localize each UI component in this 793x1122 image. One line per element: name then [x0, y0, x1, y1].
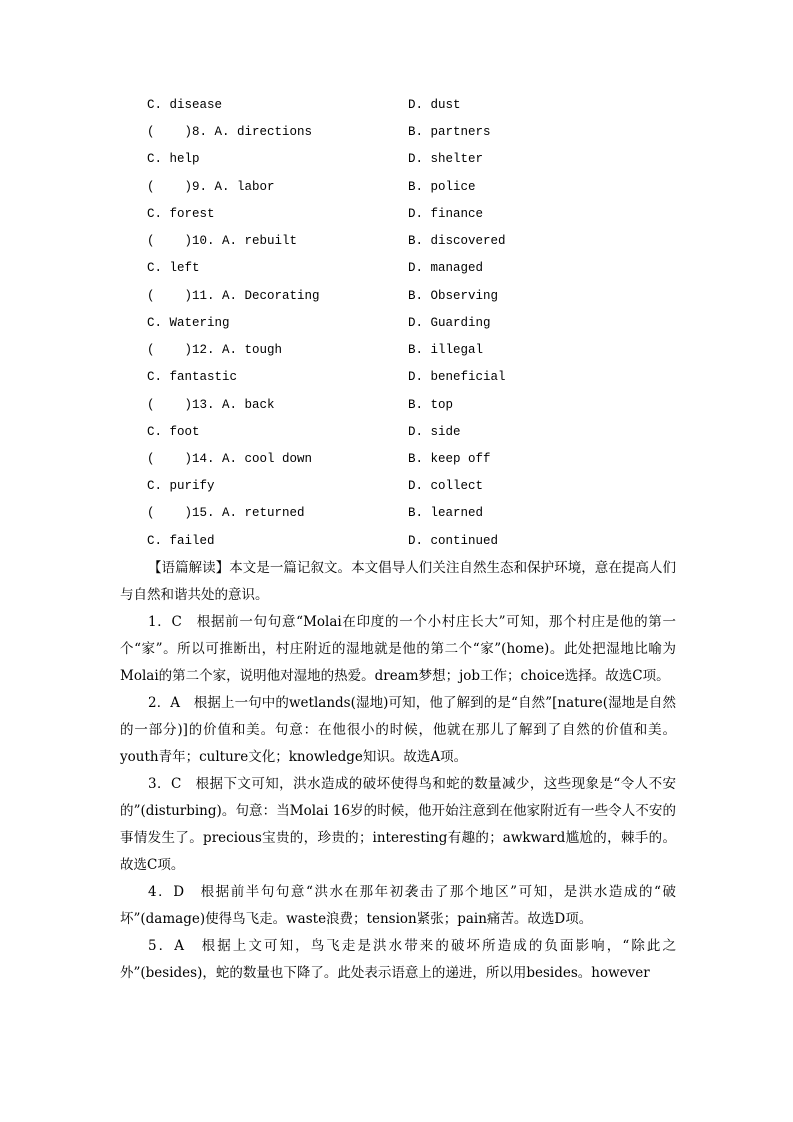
- option-row: [147, 150, 667, 168]
- option-left: C. failed: [147, 534, 215, 548]
- option-right: D. Guarding: [408, 316, 491, 330]
- option-left: C. fantastic: [147, 370, 238, 384]
- option-row: [147, 504, 667, 522]
- option-right: B. illegal: [408, 343, 484, 357]
- option-row: [147, 477, 667, 495]
- analysis-item-2: 2．A 根据上一句中的wetlands(湿地)可知，他了解到的是“自然”[nature(湿地是自然的一部分)]的价值和美。句意：在他很小的时候，他就在那儿了解到了自然的价值和美。youth青年；culture文化；knowledge知识。故选A项。: [120, 695, 676, 765]
- analysis-section: [120, 555, 676, 987]
- option-left: C. foot: [147, 425, 200, 439]
- option-row: [147, 341, 667, 359]
- option-right: B. learned: [408, 506, 484, 520]
- analysis-item-5: 5．A 根据上文可知，鸟飞走是洪水带来的破坏所造成的负面影响，“除此之外”(besides)，蛇的数量也下降了。此处表示语意上的递进，所以用besides。however: [120, 938, 676, 981]
- option-right: D. managed: [408, 261, 484, 275]
- option-right: D. shelter: [408, 152, 484, 166]
- option-left: ( )8. A. directions: [147, 125, 313, 139]
- option-left: ( )15. A. returned: [147, 506, 305, 520]
- option-right: B. top: [408, 398, 454, 412]
- option-left: C. left: [147, 261, 200, 275]
- option-right: D. side: [408, 425, 461, 439]
- option-left: ( )11. A. Decorating: [147, 289, 320, 303]
- option-right: B. police: [408, 180, 476, 194]
- option-right: D. continued: [408, 534, 499, 548]
- option-left: ( )9. A. labor: [147, 180, 275, 194]
- option-row: [147, 232, 667, 250]
- option-right: D. finance: [408, 207, 484, 221]
- option-left: C. forest: [147, 207, 215, 221]
- option-right: B. partners: [408, 125, 491, 139]
- option-left: C. purify: [147, 479, 215, 493]
- option-right: D. beneficial: [408, 370, 506, 384]
- option-row: [147, 314, 667, 332]
- option-left: ( )13. A. back: [147, 398, 275, 412]
- option-right: D. collect: [408, 479, 484, 493]
- option-right: D. dust: [408, 98, 461, 112]
- option-row: [147, 96, 667, 114]
- option-left: C. disease: [147, 98, 223, 112]
- option-row: [147, 532, 667, 550]
- option-left: ( )12. A. tough: [147, 343, 283, 357]
- option-row: [147, 287, 667, 305]
- analysis-intro: 【语篇解读】本文是一篇记叙文。本文倡导人们关注自然生态和保护环境，意在提高人们与自然和谐共处的意识。: [120, 560, 676, 603]
- option-left: ( )10. A. rebuilt: [147, 234, 298, 248]
- analysis-item-4: 4．D 根据前半句句意“洪水在那年初袭击了那个地区”可知，是洪水造成的“破坏”(damage)使得鸟飞走。waste浪费；tension紧张；pain痛苦。故选D项。: [120, 884, 676, 927]
- analysis-item-3: 3．C 根据下文可知，洪水造成的破坏使得鸟和蛇的数量减少，这些现象是“令人不安的”(disturbing)。句意：当Molai 16岁的时候，他开始注意到在他家附近有一些令人不安的事情发生了。precious宝贵的，珍贵的；interesting有趣的；awkward尴尬的，棘手的。故选C项。: [120, 776, 676, 873]
- option-row: [147, 423, 667, 441]
- option-row: [147, 450, 667, 468]
- option-left: C. help: [147, 152, 200, 166]
- option-right: B. discovered: [408, 234, 506, 248]
- analysis-item-1: 1．C 根据前一句句意“Molai在印度的一个小村庄长大”可知，那个村庄是他的第一个“家”。所以可推断出，村庄附近的湿地就是他的第二个“家”(home)。此处把湿地比喻为Molai的第二个家，说明他对湿地的热爱。dream梦想；job工作；choice选择。故选C项。: [120, 614, 676, 684]
- option-left: C. Watering: [147, 316, 230, 330]
- option-right: B. Observing: [408, 289, 499, 303]
- option-row: [147, 259, 667, 277]
- option-row: [147, 368, 667, 386]
- option-row: [147, 123, 667, 141]
- option-right: B. keep off: [408, 452, 491, 466]
- option-row: [147, 178, 667, 196]
- option-left: ( )14. A. cool down: [147, 452, 313, 466]
- option-row: [147, 205, 667, 223]
- option-row: [147, 396, 667, 414]
